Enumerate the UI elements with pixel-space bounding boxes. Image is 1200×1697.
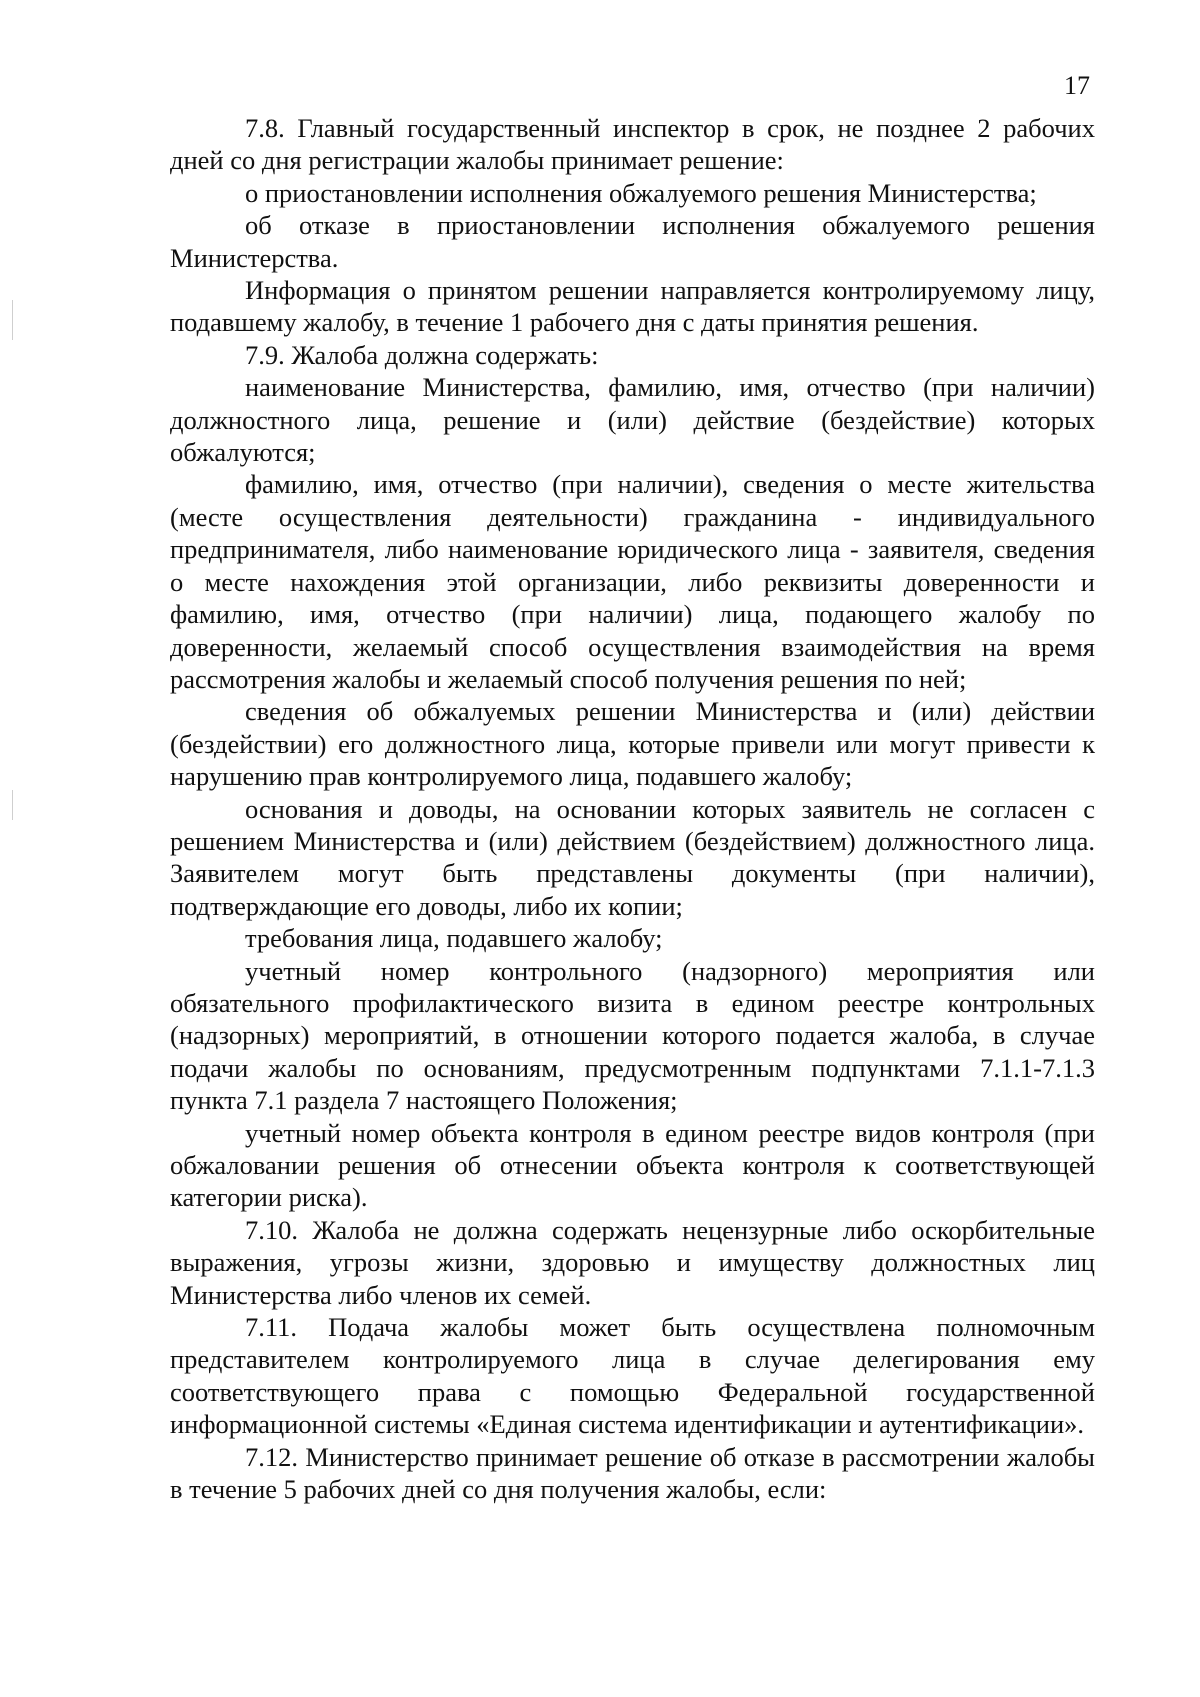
paragraph-appealed-decision: сведения об обжалуемых решении Министерства и (или) действии (бездействии) его должностного лица, которые привели или могут привести к нарушению прав контролируемого лица, подавшего жалобу;: [170, 696, 1095, 792]
paragraph-7-9: 7.9. Жалоба должна содержать:: [245, 339, 599, 370]
paragraph-grounds: основания и доводы, на основании которых заявитель не согласен с решением Министерства и (или) действием (бездействием) должностного лица. Заявителем могут быть представлены документы (при наличии), подтверждающие его доводы, либо их копии;: [170, 793, 1095, 921]
paragraph-refusal-suspension: об отказе в приостановлении исполнения обжалуемого решения Министерства.: [170, 210, 1095, 273]
paragraph-suspension: о приостановлении исполнения обжалуемого решения Министерства;: [245, 177, 1037, 208]
paragraph-ministry-name: наименование Министерства, фамилию, имя, отчество (при наличии) должностного лица, решение и (или) действие (бездействие) которых обжалуются;: [170, 372, 1095, 468]
paragraph-7-8: 7.8. Главный государственный инспектор в срок, не позднее 2 рабочих дней со дня регистрации жалобы принимает решение:: [170, 113, 1095, 176]
paragraph-requirements: требования лица, подавшего жалобу;: [245, 923, 663, 954]
paragraph-7-12: 7.12. Министерство принимает решение об отказе в рассмотрении жалобы в течение 5 рабочих дней со дня получения жалобы, если:: [170, 1441, 1095, 1505]
paragraph-7-10: 7.10. Жалоба не должна содержать нецензурные либо оскорбительные выражения, угрозы жизни, здоровью и имуществу должностных лиц Министерства либо членов их семей.: [170, 1214, 1095, 1310]
paragraph-7-11: 7.11. Подача жалобы может быть осуществлена полномочным представителем контролируемого лица в случае делегирования ему соответствующего права с помощью Федеральной государственной информационной системы «Единая система идентификации и аутентификации».: [170, 1312, 1095, 1440]
document-body: [170, 112, 1095, 1505]
paragraph-decision-info: Информация о принятом решении направляется контролируемому лицу, подавшему жалобу, в течение 1 рабочего дня с даты принятия решения.: [170, 275, 1095, 338]
paragraph-event-number: учетный номер контрольного (надзорного) мероприятия или обязательного профилактического визита в едином реестре контрольных (надзорных) мероприятий, в отношении которого подается жалоба, в случае подачи жалобы по основаниям, предусмотренным подпунктами 7.1.1-7.1.3 пункта 7.1 раздела 7 настоящего Положения;: [170, 955, 1095, 1116]
page-number: 17: [1064, 71, 1090, 100]
paragraph-object-number: учетный номер объекта контроля в едином реестре видов контроля (при обжаловании решения об отнесении объекта контроля к соответствующей категории риска).: [170, 1117, 1095, 1213]
paragraph-applicant-details: фамилию, имя, отчество (при наличии), сведения о месте жительства (месте осуществления деятельности) гражданина - индивидуального предпринимателя, либо наименование юридического лица - заявителя, сведения о месте нахождения этой организации, либо реквизиты доверенности и фамилию, имя, отчество (при наличии) лица, подающего жалобу по доверенности, желаемый способ осуществления взаимодействия на время рассмотрения жалобы и желаемый способ получения решения по ней;: [170, 469, 1095, 694]
scan-edge-mark-upper: [12, 300, 13, 340]
scan-edge-mark-lower: [12, 790, 13, 820]
